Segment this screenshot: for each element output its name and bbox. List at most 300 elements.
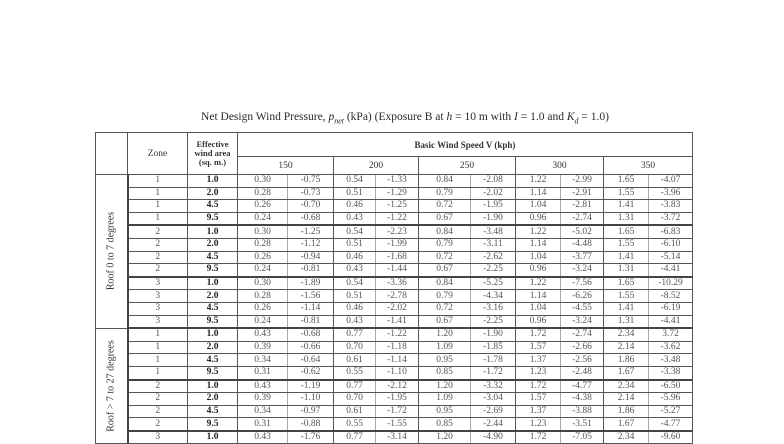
- negative-pressure-cell: -4.38: [561, 393, 604, 406]
- positive-pressure-cell: 0.51: [334, 187, 376, 200]
- positive-pressure-cell: 0.72: [419, 302, 471, 315]
- positive-pressure-cell: 0.43: [238, 431, 288, 444]
- negative-pressure-cell: -1.25: [376, 200, 419, 213]
- negative-pressure-cell: -4.41: [649, 315, 693, 328]
- positive-pressure-cell: 1.55: [604, 290, 649, 303]
- table-row: [96, 212, 693, 225]
- negative-pressure-cell: -4.41: [649, 264, 693, 277]
- area-cell: 9.5: [188, 315, 238, 328]
- negative-pressure-cell: -2.25: [471, 315, 516, 328]
- negative-pressure-cell: -1.44: [376, 264, 419, 277]
- speed-header-200: 200: [334, 157, 419, 175]
- zone-cell: 1: [128, 187, 188, 200]
- negative-pressure-cell: -3.14: [376, 431, 419, 444]
- negative-pressure-cell: -2.91: [561, 187, 604, 200]
- negative-pressure-cell: -0.62: [288, 366, 334, 379]
- zone-cell: 3: [128, 315, 188, 328]
- positive-pressure-cell: 0.54: [334, 175, 376, 188]
- negative-pressure-cell: -1.68: [376, 251, 419, 264]
- table-row: [96, 251, 693, 264]
- positive-pressure-cell: 0.84: [419, 175, 471, 188]
- positive-pressure-cell: 0.61: [334, 405, 376, 418]
- table-row: [96, 366, 693, 379]
- positive-pressure-cell: 0.55: [334, 366, 376, 379]
- positive-pressure-cell: 1.20: [419, 328, 471, 341]
- negative-pressure-cell: -2.56: [561, 354, 604, 367]
- area-cell: 1.0: [188, 328, 238, 341]
- positive-pressure-cell: 0.54: [334, 225, 376, 238]
- positive-pressure-cell: 0.30: [238, 277, 288, 290]
- negative-pressure-cell: -2.78: [376, 290, 419, 303]
- positive-pressure-cell: 0.34: [238, 354, 288, 367]
- negative-pressure-cell: -0.64: [288, 354, 334, 367]
- area-cell: 4.5: [188, 405, 238, 418]
- title-subscript-net: net: [334, 116, 344, 126]
- positive-pressure-cell: 0.61: [334, 354, 376, 367]
- negative-pressure-cell: -1.99: [376, 238, 419, 251]
- negative-pressure-cell: -1.19: [288, 380, 334, 393]
- positive-pressure-cell: 0.46: [334, 251, 376, 264]
- negative-pressure-cell: -2.44: [471, 418, 516, 431]
- area-cell: 9.5: [188, 366, 238, 379]
- zone-cell: 2: [128, 393, 188, 406]
- positive-pressure-cell: 1.55: [604, 187, 649, 200]
- negative-pressure-cell: -5.96: [649, 393, 693, 406]
- table-row: [96, 405, 693, 418]
- negative-pressure-cell: -0.68: [288, 328, 334, 341]
- title-text: = 1.0 and: [517, 111, 567, 123]
- negative-pressure-cell: -10.29: [649, 277, 693, 290]
- area-cell: 1.0: [188, 431, 238, 444]
- positive-pressure-cell: 1.72: [516, 431, 561, 444]
- positive-pressure-cell: 0.79: [419, 187, 471, 200]
- negative-pressure-cell: -3.88: [561, 405, 604, 418]
- negative-pressure-cell: -2.02: [376, 302, 419, 315]
- positive-pressure-cell: 1.31: [604, 264, 649, 277]
- negative-pressure-cell: -3.16: [471, 302, 516, 315]
- table-row: [96, 290, 693, 303]
- positive-pressure-cell: 0.43: [334, 212, 376, 225]
- negative-pressure-cell: -0.97: [288, 405, 334, 418]
- positive-pressure-cell: 1.55: [604, 238, 649, 251]
- positive-pressure-cell: 2.34: [604, 431, 649, 444]
- positive-pressure-cell: 0.70: [334, 393, 376, 406]
- positive-pressure-cell: 2.34: [604, 328, 649, 341]
- negative-pressure-cell: -3.38: [649, 366, 693, 379]
- negative-pressure-cell: -1.72: [471, 366, 516, 379]
- table-row: [96, 302, 693, 315]
- positive-pressure-cell: 0.51: [334, 290, 376, 303]
- positive-pressure-cell: 0.43: [238, 380, 288, 393]
- positive-pressure-cell: 1.14: [516, 290, 561, 303]
- negative-pressure-cell: -6.26: [561, 290, 604, 303]
- zone-cell: 2: [128, 380, 188, 393]
- negative-pressure-cell: -1.10: [376, 366, 419, 379]
- negative-pressure-cell: -3.32: [471, 380, 516, 393]
- positive-pressure-cell: 0.31: [238, 366, 288, 379]
- negative-pressure-cell: -1.78: [471, 354, 516, 367]
- positive-pressure-cell: 0.55: [334, 418, 376, 431]
- negative-pressure-cell: -3.62: [649, 341, 693, 354]
- negative-pressure-cell: -1.90: [471, 328, 516, 341]
- positive-pressure-cell: 0.84: [419, 225, 471, 238]
- positive-pressure-cell: 1.14: [516, 238, 561, 251]
- negative-pressure-cell: -1.95: [376, 393, 419, 406]
- zone-cell: 1: [128, 366, 188, 379]
- negative-pressure-cell: -0.88: [288, 418, 334, 431]
- positive-pressure-cell: 1.65: [604, 277, 649, 290]
- negative-pressure-cell: -7.56: [561, 277, 604, 290]
- negative-pressure-cell: -6.19: [649, 302, 693, 315]
- positive-pressure-cell: 1.72: [516, 328, 561, 341]
- negative-pressure-cell: -0.68: [288, 212, 334, 225]
- positive-pressure-cell: 1.09: [419, 393, 471, 406]
- positive-pressure-cell: 1.20: [419, 431, 471, 444]
- positive-pressure-cell: 0.96: [516, 212, 561, 225]
- positive-pressure-cell: 1.37: [516, 354, 561, 367]
- zone-cell: 1: [128, 175, 188, 188]
- positive-pressure-cell: 0.26: [238, 302, 288, 315]
- table-title: [0, 111, 784, 125]
- zone-header: Zone: [128, 133, 188, 175]
- negative-pressure-cell: -1.22: [376, 328, 419, 341]
- positive-pressure-cell: 1.31: [604, 315, 649, 328]
- positive-pressure-cell: 0.54: [334, 277, 376, 290]
- positive-pressure-cell: 1.31: [604, 212, 649, 225]
- negative-pressure-cell: -3.48: [649, 354, 693, 367]
- positive-pressure-cell: 0.31: [238, 418, 288, 431]
- positive-pressure-cell: 1.41: [604, 251, 649, 264]
- zone-cell: 1: [128, 354, 188, 367]
- positive-pressure-cell: 0.24: [238, 315, 288, 328]
- area-cell: 2.0: [188, 238, 238, 251]
- positive-pressure-cell: 2.14: [604, 393, 649, 406]
- table-row: [96, 225, 693, 238]
- positive-pressure-cell: 0.28: [238, 238, 288, 251]
- negative-pressure-cell: -1.22: [376, 212, 419, 225]
- negative-pressure-cell: -1.29: [376, 187, 419, 200]
- positive-pressure-cell: 0.85: [419, 418, 471, 431]
- positive-pressure-cell: 0.43: [334, 264, 376, 277]
- negative-pressure-cell: -4.77: [649, 418, 693, 431]
- positive-pressure-cell: 0.24: [238, 264, 288, 277]
- positive-pressure-cell: 0.39: [238, 393, 288, 406]
- negative-pressure-cell: -6.83: [649, 225, 693, 238]
- zone-cell: 1: [128, 341, 188, 354]
- positive-pressure-cell: 1.09: [419, 341, 471, 354]
- negative-pressure-cell: -2.23: [376, 225, 419, 238]
- negative-pressure-cell: -4.55: [561, 302, 604, 315]
- negative-pressure-cell: -5.14: [649, 251, 693, 264]
- positive-pressure-cell: 1.22: [516, 225, 561, 238]
- positive-pressure-cell: 1.86: [604, 354, 649, 367]
- negative-pressure-cell: -1.90: [471, 212, 516, 225]
- zone-cell: 1: [128, 328, 188, 341]
- negative-pressure-cell: -2.74: [561, 212, 604, 225]
- table-row: [96, 354, 693, 367]
- negative-pressure-cell: -0.81: [288, 264, 334, 277]
- negative-pressure-cell: -3.77: [561, 251, 604, 264]
- positive-pressure-cell: 0.67: [419, 264, 471, 277]
- negative-pressure-cell: -1.72: [376, 405, 419, 418]
- table-row: [96, 187, 693, 200]
- table-row: [96, 175, 693, 188]
- group-header: [96, 133, 128, 175]
- negative-pressure-cell: -1.25: [288, 225, 334, 238]
- positive-pressure-cell: 0.28: [238, 290, 288, 303]
- title-symbol-h: h: [446, 111, 453, 123]
- positive-pressure-cell: 0.46: [334, 302, 376, 315]
- title-symbol-i: I: [514, 111, 518, 123]
- negative-pressure-cell: -1.85: [471, 341, 516, 354]
- zone-cell: 1: [128, 200, 188, 213]
- positive-pressure-cell: 0.96: [516, 264, 561, 277]
- roof-group-label: Roof 0 to 7 degrees: [105, 212, 117, 291]
- table-row: [96, 393, 693, 406]
- positive-pressure-cell: 0.84: [419, 277, 471, 290]
- negative-pressure-cell: -5.25: [471, 277, 516, 290]
- positive-pressure-cell: 0.43: [238, 328, 288, 341]
- positive-pressure-cell: 0.26: [238, 200, 288, 213]
- negative-pressure-cell: -0.73: [288, 187, 334, 200]
- speed-header-300: 300: [516, 157, 604, 175]
- positive-pressure-cell: 0.39: [238, 341, 288, 354]
- positive-pressure-cell: 1.20: [419, 380, 471, 393]
- title-text: = 10 m with: [452, 111, 515, 123]
- negative-pressure-cell: 3.72: [649, 328, 693, 341]
- positive-pressure-cell: 0.85: [419, 366, 471, 379]
- positive-pressure-cell: 1.41: [604, 200, 649, 213]
- positive-pressure-cell: 1.23: [516, 366, 561, 379]
- negative-pressure-cell: -8.52: [649, 290, 693, 303]
- table-row: [96, 200, 693, 213]
- zone-cell: 2: [128, 405, 188, 418]
- positive-pressure-cell: 0.96: [516, 315, 561, 328]
- positive-pressure-cell: 0.67: [419, 212, 471, 225]
- negative-pressure-cell: -3.36: [376, 277, 419, 290]
- positive-pressure-cell: 1.86: [604, 405, 649, 418]
- area-cell: 1.0: [188, 225, 238, 238]
- negative-pressure-cell: -0.81: [288, 315, 334, 328]
- positive-pressure-cell: 0.77: [334, 431, 376, 444]
- positive-pressure-cell: 1.04: [516, 200, 561, 213]
- negative-pressure-cell: -3.96: [649, 187, 693, 200]
- negative-pressure-cell: -4.07: [649, 175, 693, 188]
- table-row: [96, 277, 693, 290]
- negative-pressure-cell: -3.48: [471, 225, 516, 238]
- zone-cell: 3: [128, 277, 188, 290]
- negative-pressure-cell: -3.83: [649, 200, 693, 213]
- negative-pressure-cell: -2.69: [471, 405, 516, 418]
- area-cell: 4.5: [188, 251, 238, 264]
- negative-pressure-cell: -3.24: [561, 315, 604, 328]
- table-row: [96, 431, 693, 444]
- negative-pressure-cell: -0.94: [288, 251, 334, 264]
- negative-pressure-cell: -1.95: [471, 200, 516, 213]
- table-row: [96, 264, 693, 277]
- title-text: (kPa) (Exposure B at: [343, 111, 447, 123]
- positive-pressure-cell: 1.57: [516, 341, 561, 354]
- positive-pressure-cell: 1.65: [604, 175, 649, 188]
- area-cell: 9.5: [188, 264, 238, 277]
- positive-pressure-cell: 0.24: [238, 212, 288, 225]
- area-cell: 9.5: [188, 212, 238, 225]
- negative-pressure-cell: -3.51: [561, 418, 604, 431]
- positive-pressure-cell: 1.14: [516, 187, 561, 200]
- negative-pressure-cell: -6.10: [649, 238, 693, 251]
- positive-pressure-cell: 0.70: [334, 341, 376, 354]
- negative-pressure-cell: -6.50: [649, 380, 693, 393]
- positive-pressure-cell: 0.77: [334, 328, 376, 341]
- negative-pressure-cell: -1.55: [376, 418, 419, 431]
- negative-pressure-cell: -2.62: [471, 251, 516, 264]
- area-cell: 4.5: [188, 354, 238, 367]
- roof-group-label: Roof > 7 to 27 degrees: [105, 340, 117, 432]
- positive-pressure-cell: 0.30: [238, 225, 288, 238]
- zone-cell: 2: [128, 251, 188, 264]
- negative-pressure-cell: -2.02: [471, 187, 516, 200]
- positive-pressure-cell: 0.30: [238, 175, 288, 188]
- negative-pressure-cell: -2.25: [471, 264, 516, 277]
- negative-pressure-cell: -1.12: [288, 238, 334, 251]
- negative-pressure-cell: -2.12: [376, 380, 419, 393]
- negative-pressure-cell: -1.18: [376, 341, 419, 354]
- table-row: [96, 328, 693, 341]
- negative-pressure-cell: -5.02: [561, 225, 604, 238]
- positive-pressure-cell: 1.41: [604, 302, 649, 315]
- positive-pressure-cell: 1.23: [516, 418, 561, 431]
- negative-pressure-cell: -9.60: [649, 431, 693, 444]
- title-text: = 1.0): [578, 111, 609, 123]
- negative-pressure-cell: -4.90: [471, 431, 516, 444]
- negative-pressure-cell: -3.24: [561, 264, 604, 277]
- table-row: [96, 238, 693, 251]
- negative-pressure-cell: -0.70: [288, 200, 334, 213]
- roof-group-cell: [96, 175, 128, 329]
- title-symbol-p: p: [328, 111, 335, 123]
- zone-cell: 3: [128, 290, 188, 303]
- negative-pressure-cell: -2.08: [471, 175, 516, 188]
- positive-pressure-cell: 1.72: [516, 380, 561, 393]
- positive-pressure-cell: 1.57: [516, 393, 561, 406]
- positive-pressure-cell: 1.22: [516, 277, 561, 290]
- positive-pressure-cell: 0.79: [419, 238, 471, 251]
- negative-pressure-cell: -1.14: [376, 354, 419, 367]
- negative-pressure-cell: -0.66: [288, 341, 334, 354]
- positive-pressure-cell: 1.37: [516, 405, 561, 418]
- title-text: Net Design Wind Pressure,: [201, 111, 329, 123]
- speed-header-150: 150: [238, 157, 334, 175]
- basic-wind-speed-header: Basic Wind Speed V (kph): [238, 133, 693, 157]
- area-cell: 1.0: [188, 277, 238, 290]
- zone-cell: 2: [128, 264, 188, 277]
- positive-pressure-cell: 0.34: [238, 405, 288, 418]
- title-subscript-d: d: [574, 116, 579, 126]
- speed-header-350: 350: [604, 157, 693, 175]
- negative-pressure-cell: -2.74: [561, 328, 604, 341]
- negative-pressure-cell: -5.27: [649, 405, 693, 418]
- positive-pressure-cell: 2.34: [604, 380, 649, 393]
- negative-pressure-cell: -3.72: [649, 212, 693, 225]
- table-row: [96, 380, 693, 393]
- area-cell: 2.0: [188, 290, 238, 303]
- positive-pressure-cell: 0.72: [419, 200, 471, 213]
- positive-pressure-cell: 2.14: [604, 341, 649, 354]
- roof-group-cell: [96, 328, 128, 444]
- positive-pressure-cell: 0.95: [419, 354, 471, 367]
- zone-cell: 2: [128, 225, 188, 238]
- positive-pressure-cell: 0.95: [419, 405, 471, 418]
- positive-pressure-cell: 0.51: [334, 238, 376, 251]
- positive-pressure-cell: 1.67: [604, 418, 649, 431]
- area-cell: 2.0: [188, 341, 238, 354]
- positive-pressure-cell: 0.26: [238, 251, 288, 264]
- zone-cell: 3: [128, 302, 188, 315]
- zone-cell: 1: [128, 212, 188, 225]
- negative-pressure-cell: -2.81: [561, 200, 604, 213]
- positive-pressure-cell: 0.28: [238, 187, 288, 200]
- negative-pressure-cell: -4.34: [471, 290, 516, 303]
- negative-pressure-cell: -1.41: [376, 315, 419, 328]
- negative-pressure-cell: -2.48: [561, 366, 604, 379]
- negative-pressure-cell: -1.89: [288, 277, 334, 290]
- table-row: [96, 418, 693, 431]
- area-cell: 9.5: [188, 418, 238, 431]
- zone-cell: 3: [128, 431, 188, 444]
- positive-pressure-cell: 1.04: [516, 302, 561, 315]
- table-body: [96, 175, 693, 444]
- negative-pressure-cell: -4.77: [561, 380, 604, 393]
- positive-pressure-cell: 0.46: [334, 200, 376, 213]
- zone-cell: 2: [128, 238, 188, 251]
- table-row: [96, 341, 693, 354]
- negative-pressure-cell: -2.99: [561, 175, 604, 188]
- positive-pressure-cell: 0.77: [334, 380, 376, 393]
- positive-pressure-cell: 1.67: [604, 366, 649, 379]
- negative-pressure-cell: -1.76: [288, 431, 334, 444]
- positive-pressure-cell: 0.43: [334, 315, 376, 328]
- speed-header-250: 250: [419, 157, 516, 175]
- wind-pressure-table: [95, 132, 693, 444]
- table-row: [96, 315, 693, 328]
- negative-pressure-cell: -1.33: [376, 175, 419, 188]
- zone-cell: 2: [128, 418, 188, 431]
- area-cell: 1.0: [188, 175, 238, 188]
- negative-pressure-cell: -1.14: [288, 302, 334, 315]
- negative-pressure-cell: -3.11: [471, 238, 516, 251]
- title-symbol-k: K: [566, 111, 575, 123]
- positive-pressure-cell: 0.67: [419, 315, 471, 328]
- area-cell: 4.5: [188, 302, 238, 315]
- negative-pressure-cell: -0.75: [288, 175, 334, 188]
- negative-pressure-cell: -3.04: [471, 393, 516, 406]
- negative-pressure-cell: -4.48: [561, 238, 604, 251]
- negative-pressure-cell: -2.66: [561, 341, 604, 354]
- negative-pressure-cell: -1.56: [288, 290, 334, 303]
- area-header: Effective wind area (sq. m.): [188, 133, 238, 175]
- positive-pressure-cell: 0.79: [419, 290, 471, 303]
- positive-pressure-cell: 1.65: [604, 225, 649, 238]
- area-cell: 2.0: [188, 187, 238, 200]
- positive-pressure-cell: 1.22: [516, 175, 561, 188]
- negative-pressure-cell: -7.05: [561, 431, 604, 444]
- positive-pressure-cell: 0.72: [419, 251, 471, 264]
- area-cell: 1.0: [188, 380, 238, 393]
- area-cell: 4.5: [188, 200, 238, 213]
- negative-pressure-cell: -1.10: [288, 393, 334, 406]
- positive-pressure-cell: 1.04: [516, 251, 561, 264]
- area-cell: 2.0: [188, 393, 238, 406]
